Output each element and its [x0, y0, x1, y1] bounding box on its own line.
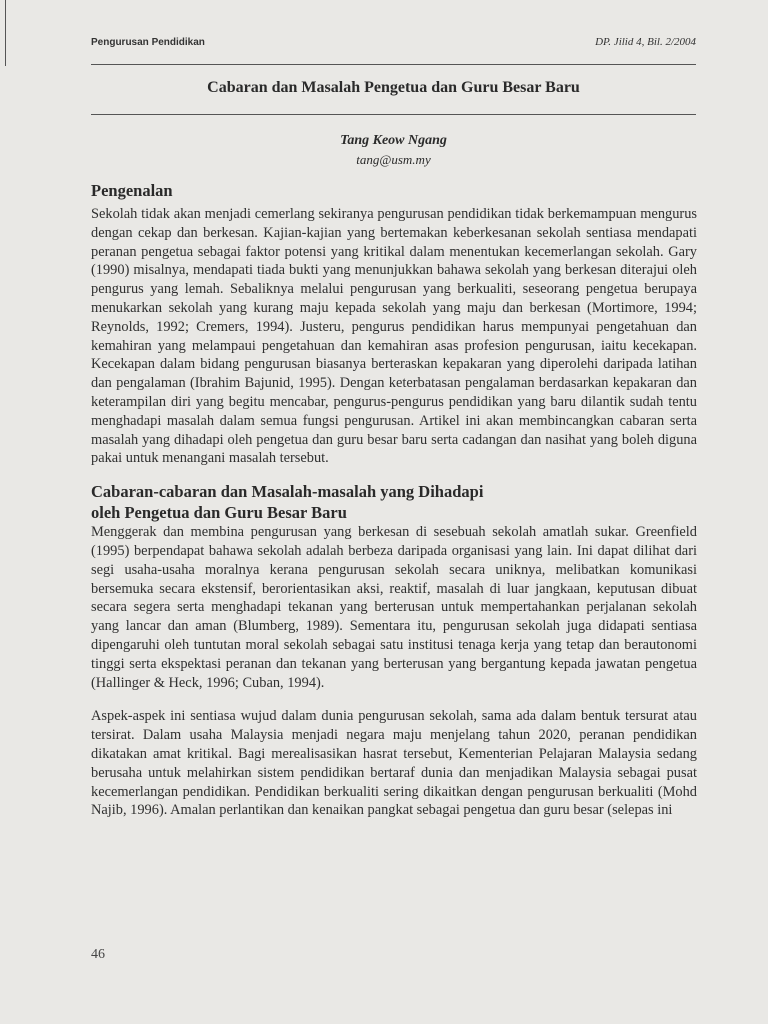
author-email: tang@usm.my — [356, 152, 431, 167]
article-body — [91, 180, 697, 820]
article-title: Cabaran dan Masalah Pengetua dan Guru Besar Baru — [207, 79, 580, 96]
paragraph: Aspek-aspek ini sentiasa wujud dalam dunia pengurusan sekolah, sama ada dalam bentuk tersurat atau tersirat. Dalam usaha Malaysia menjadi negara maju menjelang tahun 2020, peranan pendidikan dikatakan amat kritikal. Bagi merealisasikan hasrat tersebut, Kementerian Pelajaran Malaysia sedang berusaha untuk melahirkan sistem pendidikan bertaraf dunia dan menjadikan Malaysia sebagai pusat kecemerlangan pendidikan. Pendidikan berkualiti sering dikaitkan dengan pengurusan berkualiti (Mohd Najib, 1996). Amalan perlantikan dan kenaikan pangkat sebagai pengetua dan guru besar (selepas ini — [91, 708, 697, 819]
section-heading-pengenalan: Pengenalan — [91, 181, 173, 200]
section-heading-line: Cabaran-cabaran dan Masalah-masalah yang Dihadapi — [91, 482, 484, 502]
section-heading-cabaran — [91, 481, 697, 523]
journal-reference: DP. Jilid 4, Bil. 2/2004 — [595, 36, 696, 48]
page-edge-line — [5, 0, 6, 66]
title-top-rule — [91, 64, 696, 65]
paragraph: Menggerak dan membina pengurusan yang berkesan di sesebuah sekolah amatlah sukar. Greenfield (1995) berpendapat bahawa sekolah adalah berbeza daripada organisasi yang lain. Ini dapat dilihat dari segi usaha-usaha moralnya kerana pengurusan sekolah secara uniknya, melibatkan komunikasi bersemuka secara ekstensif, berorientasikan aksi, reaktif, masalah di luar jangkaan, keputusan dibuat secara segera serta menghadapi tekanan yang berterusan untuk mempertahankan perjalanan sekolah yang lancar dan aman (Blumberg, 1989). Sementara itu, pengurusan sekolah juga didapati sentiasa dipengaruhi oleh tuntutan moral sekolah sebagai satu institusi tenaga kerja yang tetap dan berautonomi tinggi serta ekspektasi peranan dan tekanan yang berterusan yang bergantung kepada jawatan pengetua (Hallinger & Heck, 1996; Cuban, 1994). — [91, 524, 697, 691]
page-number: 46 — [91, 947, 105, 962]
title-bottom-rule — [91, 114, 696, 115]
running-header — [91, 36, 696, 48]
section-heading-line: oleh Pengetua dan Guru Besar Baru — [91, 503, 347, 523]
running-title: Pengurusan Pendidikan — [91, 37, 205, 48]
author-name: Tang Keow Ngang — [340, 133, 447, 148]
paragraph: Sekolah tidak akan menjadi cemerlang sekiranya pengurusan pendidikan tidak berkemampuan mengurus dengan cekap dan berkesan. Kajian-kajian yang bertemakan keberkesanan sekolah sentiasa mendapati peranan pengetua sebagai faktor potensi yang kritikal dalam menentukan kecemerlangan sekolah. Gary (1990) misalnya, mendapati tiada bukti yang menunjukkan bahawa sekolah yang berkesan diterajui oleh pengurus yang lemah. Sebaliknya melalui pengurusan yang berkualiti, seseorang pengetua berupaya menukarkan sekolah yang kurang maju kepada sekolah yang maju dan berkesan (Mortimore, 1994; Reynolds, 1992; Cremers, 1994). Justeru, pengurus pendidikan harus mempunyai pengetahuan dan kemahiran yang melampaui pengetahuan dan kemahiran asas profesion pengurusan, iaitu kecekapan. Kecekapan dalam bidang pengurusan biasanya berteraskan kepakaran yang diperolehi daripada latihan dan pengalaman (Ibrahim Bajunid, 1995). Dengan keterbatasan pengalaman berdasarkan kepakaran dan keterampilan diri yang begitu mencabar, pengurus-pengurus pendidikan yang baru dilantik sudah tentu menghadapi masalah dalam semua fungsi pengurusan. Artikel ini akan membincangkan cabaran serta masalah yang dihadapi oleh pengetua dan guru besar baru serta cadangan dan nasihat yang boleh diguna pakai untuk menangani masalah tersebut. — [91, 206, 697, 467]
